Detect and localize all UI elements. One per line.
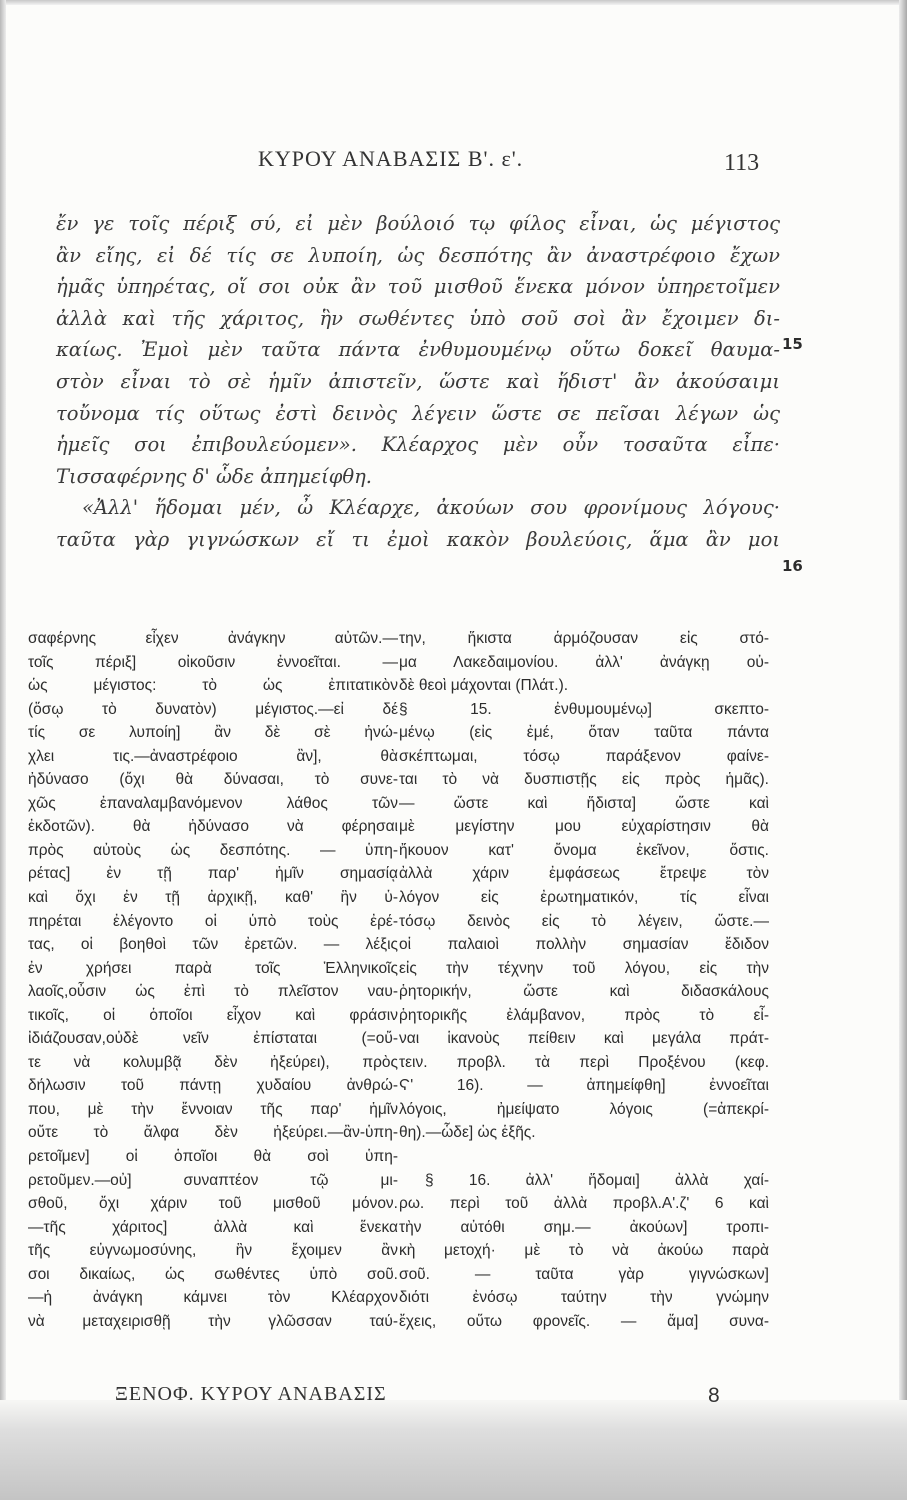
commentary-line: § 16. ἀλλ' ἥδομαι] ἀλλὰ χαί- bbox=[425, 1171, 769, 1189]
commentary-line: —ἡ ἀνάγκη κάμνει τὸν Κλέαρχον bbox=[28, 1289, 398, 1307]
margin-section-number: 16 bbox=[782, 557, 803, 575]
commentary-line: σκέπτωμαι, τόσῳ παράξενον φαίνε- bbox=[399, 747, 769, 765]
commentary-line: λόγοις, ἠμείψατο λόγοις (=ἀπεκρί- bbox=[399, 1100, 769, 1118]
commentary-line: τικοῖς, οἱ ὁποῖοι εἶχον καὶ φράσιν bbox=[28, 1006, 398, 1024]
commentary-line: την, ἥκιστα ἁρμόζουσαν εἰς στό- bbox=[399, 630, 769, 647]
commentary-line: σαφέρνης εἶχεν ἀνάγκην αὐτῶν.— bbox=[28, 630, 398, 647]
commentary-line: τε νὰ κολυμβᾷ δὲν ἠξεύρει), πρὸς bbox=[28, 1053, 398, 1071]
commentary-line: οὔτε τὸ ἄλφα δὲν ἠξεύρει.—ἂν-ὑπη- bbox=[28, 1124, 398, 1142]
commentary-line: δήλωσιν τοῦ πάντῃ χυδαίου ἀνθρώ- bbox=[28, 1077, 398, 1095]
main-text-line: στὸν εἶναι τὸ σὲ ἡμῖν ἀπιστεῖν, ὥστε καὶ ἥδιστ' ἂν ἀκούσαιμι bbox=[56, 369, 780, 393]
scan-edge-right bbox=[899, 0, 907, 1500]
commentary-line: καὶ ὄχι ἐν τῇ ἀρχικῇ, καθ' ἣν ὑ- bbox=[28, 889, 398, 907]
commentary-line: μὲ μεγίστην μου εὐχαρίστησιν θὰ bbox=[399, 818, 769, 836]
commentary-line: ρετοῖμεν] οἱ ὁποῖοι θὰ σοὶ ὑπη- bbox=[28, 1148, 398, 1166]
commentary-line: ἐκδοτῶν). θὰ ἠδύνασο νὰ φέρησαι bbox=[28, 818, 398, 836]
commentary-line: ἰδιάζουσαν,οὐδὲ νεῖν ἐπίσταται (=οὔ- bbox=[28, 1030, 398, 1048]
commentary-line: πρὸς αὐτοὺς ὡς δεσπότης. — ὑπη- bbox=[28, 841, 398, 859]
commentary-line: εἰς τὴν τέχνην τοῦ λόγου, εἰς τὴν bbox=[399, 959, 769, 977]
main-text-line: Τισσαφέρνης δ' ὧδε ἀπημείφθη. bbox=[56, 464, 373, 488]
commentary-line: που, μὲ τὴν ἔννοιαν τῆς παρ' ἡμῖν bbox=[28, 1100, 398, 1118]
commentary-line: δὲ θεοὶ μάχονται (Πλάτ.). bbox=[399, 677, 569, 695]
commentary-line: ἤκουον κατ' ὄνομα ἐκεῖνον, ὅστις. bbox=[399, 841, 769, 859]
column-spacer bbox=[399, 1145, 769, 1169]
commentary-line: κὴ μετοχή· μὲ τὸ νὰ ἀκούω παρὰ bbox=[399, 1242, 769, 1260]
commentary-line: τῆς εὐγνωμοσύνης, ἣν ἔχοιμεν ἂν bbox=[28, 1242, 398, 1260]
commentary-line: ρω. περὶ τοῦ ἀλλὰ προβλ.Α'.ζ' 6 καὶ bbox=[399, 1195, 769, 1213]
commentary-left-column bbox=[28, 627, 398, 1333]
main-text-line: τοὔνομα τίς οὕτως ἐστὶ δεινὸς λέγειν ὥστε σε πεῖσαι λέγων ὡς bbox=[56, 401, 780, 425]
commentary-line: χλει τις.—ἀναστρέφοιο ἂν], θὰ bbox=[28, 747, 398, 765]
commentary-line: τοῖς πέριξ] οἰκοῦσιν ἐννοεῖται. — bbox=[28, 653, 398, 671]
commentary-line: —τῆς χάριτος] ἀλλὰ καὶ ἕνεκα bbox=[28, 1218, 398, 1236]
commentary-line: — ὥστε καὶ ἥδιστα] ὥστε καὶ bbox=[399, 794, 769, 812]
commentary-line: ῥητορικήν, ὥστε καὶ διδασκάλους bbox=[399, 983, 769, 1001]
commentary-line: μένῳ (εἰς ἐμέ, ὅταν ταῦτα πάντα bbox=[399, 724, 769, 742]
commentary-line: τίς σε λυποίη] ἂν δὲ σὲ ἠνώ- bbox=[28, 724, 398, 742]
commentary-line: θη).—ὧδε] ὡς ἑξῆς. bbox=[399, 1124, 536, 1142]
commentary-line: ται τὸ νὰ δυσπιστῇς εἰς πρὸς ἡμᾶς). bbox=[399, 771, 769, 789]
commentary-line: σοῦ. — ταῦτα γὰρ γιγνώσκων] bbox=[399, 1265, 769, 1283]
commentary-line: τειν. προβλ. τὰ περὶ Προξένου (κεφ. bbox=[399, 1053, 769, 1071]
commentary-line: χῶς ἐπαναλαμβανόμενον λάθος τῶν bbox=[28, 794, 398, 812]
main-text-line: ἔν γε τοῖς πέριξ σύ, εἰ μὲν βούλοιό τῳ φίλος εἶναι, ὡς μέγιστος bbox=[56, 212, 780, 235]
commentary-line: σοι δικαίως, ὡς σωθέντες ὑπὸ σοῦ. bbox=[28, 1265, 398, 1283]
commentary-line: νὰ μεταχειρισθῇ τὴν γλῶσσαν ταύ- bbox=[28, 1312, 398, 1330]
commentary-line: ἔχεις, οὕτω φρονεῖς. — ἅμα] συνα- bbox=[399, 1312, 769, 1330]
margin-section-number: 15 bbox=[782, 335, 803, 353]
scan-edge-bottom bbox=[0, 1400, 907, 1500]
main-text-line: ταῦτα γὰρ γιγνώσκων εἴ τι ἐμοὶ κακὸν βουλεύοις, ἅμα ἂν μοι bbox=[56, 527, 780, 551]
commentary-line: ἀλλὰ χάριν ἐμφάσεως ἔτρεψε τὸν bbox=[399, 865, 769, 883]
commentary-line: οἱ παλαιοὶ πολλὴν σημασίαν ἔδιδον bbox=[399, 936, 769, 954]
page-number: 113 bbox=[724, 150, 760, 176]
main-text-line: ἂν εἴης, εἰ δέ τίς σε λυποίη, ὡς δεσπότης ἂν ἀναστρέφοιο ἔχων bbox=[56, 243, 780, 267]
commentary-line: ἐν χρήσει παρὰ τοῖς Ἑλληνικοῖς bbox=[28, 959, 398, 977]
main-text-line: ἡμεῖς σοι ἐπιβουλεύομεν». Κλέαρχος μὲν οὖν τοσαῦτα εἶπε· bbox=[56, 433, 780, 457]
commentary-right-column bbox=[399, 627, 769, 1333]
commentary-line: § 15. ἐνθυμουμένῳ] σκεπτο- bbox=[399, 700, 769, 718]
scan-edge-top bbox=[0, 0, 907, 5]
commentary-line: μα Λακεδαιμονίου. ἀλλ' ἀνάγκῃ οὐ- bbox=[399, 653, 769, 671]
commentary-line: ἠδύνασο (ὄχι θὰ δύνασαι, τὸ συνε- bbox=[28, 771, 398, 789]
commentary-line: Ϛ' 16). — ἀπημείφθη] ἐννοεῖται bbox=[399, 1077, 769, 1095]
signature-number: 8 bbox=[708, 1384, 720, 1407]
main-text-line: ἀλλὰ καὶ τῆς χάριτος, ἣν σωθέντες ὑπὸ σοῦ σοὶ ἂν ἔχοιμεν δι- bbox=[56, 306, 780, 330]
running-title: ΚΥΡΟΥ ΑΝΑΒΑΣΙΣ Β'. ε'. bbox=[258, 146, 524, 171]
commentary-line: τόσῳ δεινὸς εἰς τὸ λέγειν, ὥστε.— bbox=[399, 912, 769, 930]
main-text-line: καίως. Ἐμοὶ μὲν ταῦτα πάντα ἐνθυμουμένῳ οὕτω δοκεῖ θαυμα- bbox=[56, 338, 780, 362]
scan-edge-left bbox=[0, 0, 6, 1500]
commentary-line: πηρέται ἐλέγοντο οἱ ὑπὸ τοὺς ἐρέ- bbox=[28, 912, 398, 930]
commentary-line: ῥητορικῆς ἐλάμβανον, πρὸς τὸ εἶ- bbox=[399, 1006, 769, 1024]
commentary-line: ρέτας] ἐν τῇ παρ' ἡμῖν σημασίᾳ bbox=[28, 865, 398, 883]
commentary-line: ναι ἱκανοὺς πείθειν καὶ μεγάλα πράτ- bbox=[399, 1030, 769, 1048]
main-greek-text bbox=[56, 208, 780, 556]
commentary-line: λαοῖς,οὖσιν ὡς ἐπὶ τὸ πλεῖστον ναυ- bbox=[28, 983, 398, 1001]
commentary-line: ὡς μέγιστος: τὸ ὡς ἐπιτατικὸν bbox=[28, 677, 398, 695]
commentary-line: σθοῦ, ὄχι χάριν τοῦ μισθοῦ μόνον. bbox=[28, 1195, 398, 1213]
commentary-line: (ὅσῳ τὸ δυνατὸν) μέγιστος.—εἰ δέ bbox=[28, 700, 398, 718]
commentary-line: ρετοῦμεν.—οὐ] συναπτέον τῷ μι- bbox=[28, 1171, 398, 1189]
main-text-line: ἡμᾶς ὑπηρέτας, οἵ σοι οὐκ ἂν τοῦ μισθοῦ ἕνεκα μόνον ὑπηρετοῖμεν bbox=[56, 275, 780, 299]
commentary-line: διότι ἐνόσῳ ταύτην τὴν γνώμην bbox=[399, 1289, 769, 1307]
main-text-line: «Ἀλλ' ἥδομαι μέν, ὦ Κλέαρχε, ἀκούων σου φρονίμους λόγους· bbox=[82, 496, 780, 520]
commentary-line: τὴν αὐτόθι σημ.— ἀκούων] τροπι- bbox=[399, 1218, 769, 1236]
footer-title: ΞΕΝΟΦ. ΚΥΡΟΥ ΑΝΑΒΑΣΙΣ bbox=[115, 1383, 387, 1405]
commentary-line: τας, οἱ βοηθοὶ τῶν ἐρετῶν. — λέξις bbox=[28, 936, 398, 954]
commentary-line: λόγον εἰς ἐρωτηματικόν, τίς εἶναι bbox=[399, 889, 769, 907]
